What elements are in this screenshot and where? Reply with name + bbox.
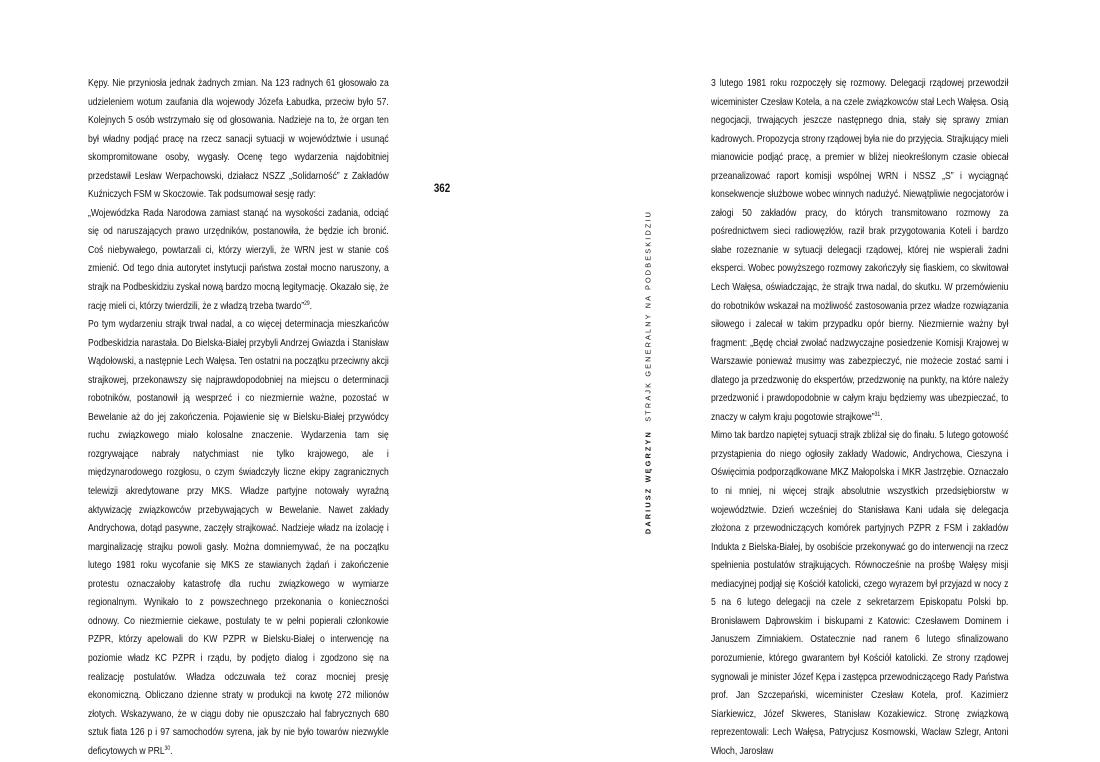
right-page: [550, 0, 1100, 762]
right-text-column: [711, 75, 1008, 761]
running-header-text: [644, 210, 653, 534]
footnote-marker: 29: [304, 300, 310, 307]
header-title: STRAJK GENERALNY NA PODBESKIDZIU: [643, 209, 653, 422]
paragraph: Po tym wydarzeniu strajk trwał nadal, a co więcej determinacja mieszkańców Podbeskidzia narastała. Do Bielska-Białej przybyli Andrzej Gwiazda i Stanisław Wądołowski, a następnie Lech Wałęsa. Ten ostatni na początku przeciwny akcji strajkowej, przekonawszy się najprawdopodobniej na miejscu o determinacji robotników, postanowił ją wesprzeć i co niezmiernie ważne, pozostać w Bewelanie aż do jej zakończenia. Pojawienie się w Bielsku-Białej przywódcy ruchu związkowego miało kolosalne znaczenie. Wydarzenia tam się rozgrywające nabrały natychmiast nie tylko krajowego, ale i międzynarodowego rozgłosu, o czym świadczyły liczne ekipy zagranicznych telewizji akredytowane przy MKS. Władze partyjne notowały wyraźną aktywizację związkowców przebywających w Bewelanie. Nawet zakłady Andrychowa, dotąd pasywne, zaczęły strajkować. Nadzieje władz na izolację i marginalizację strajku powoli gasły. Można domniemywać, że na początku lutego 1981 roku wycofanie się MKS ze stawianych żądań i zakończenie protestu oznaczałoby katastrofę dla ruchu związkowego w wymiarze regionalnym. Wynikało to z powszechnego przekonania o konieczności odnowy. Co niezmiernie ciekawe, postulaty te w pełni popierali członkowie PZPR, którzy apelowali do KW PZPR w Bielsku-Białej o interwencję na poziomie władz KC PZPR i rządu, by podjęto dialog i zgodzono się na realizację postulatów. Władza odczuwała też coraz mocniej presję ekonomiczną. Obliczano dzienne straty w produkcji na kwotę 272 milionów złotych. Wskazywano, że w ciągu doby nie opuszczało hal fabrycznych 680 sztuk fiata 126 p i 97 samochodów syrena, jak by nie było towarów niezwykle deficytowych w PRL$^{30}$.: [88, 319, 389, 757]
header-author: DARIUSZ WĘGRZYN: [643, 430, 653, 535]
paragraph: Kępy. Nie przyniosła jednak żadnych zmian. Na 123 radnych 61 głosowało za udzieleniem wotum zaufania dla wojewody Józefa Łabudka, przeciw było 57. Kolejnych 5 osób wstrzymało się od głosowania. Nadzieje na to, że organ ten był władny podjąć pracę na rzecz sanacji sytuacji w województwie i usunąć skompromitowane osoby, wygasły. Ocenę tego wydarzenia najdobitniej przedstawił Lesław Werpachowski, działacz NSZZ „Solidarność” z Zakładów Kuźniczych FSM w Skoczowie. Tak podsumował sesję rady:: [88, 78, 389, 201]
paragraph: Mimo tak bardzo napiętej sytuacji strajk zbliżał się do finału. 5 lutego gotowość przystąpienia do niego ogłosiły zakłady Wadowic, Andrychowa, Cieszyna i Oświęcimia podporządkowane MKZ Małopolska i MKR Jastrzębie. Oznaczało to ni mniej, ni więcej strajk absolutnie wszystkich przedsiębiorstw w województwie. Dzień wcześniej do Stanisława Kani udała się delegacja złożona z przewodniczących komórek partyjnych PZPR z FSM i zakładów Indukta z Bielska-Białej, by osobiście przekonywać go do interwencji na rzecz spełnienia postulatów strajkujących. Równocześnie na prośbę Wałęsy misji mediacyjnej podjął się Kościół katolicki, czego wyrazem był przyjazd w nocy z 5 na 6 lutego delegacji na czele z sekretarzem Episkopatu Polski bp. Bronisławem Dąbrowskim i biskupami z Katowic: Czesławem Dominem i Januszem Zimniakiem. Ostatecznie nad ranem 6 lutego sfinalizowano porozumienie, którego gwarantem był Kościół katolicki. Ze strony rządowej sygnowali je minister Józef Kępa i zastępca przewodniczącego Rady Państwa prof. Jan Szczepański, wiceminister Czesław Kotela, prof. Kazimierz Siarkiewicz, Józef Skweres, Stanisław Kozakiewicz. Stronę związkową reprezentowali: Lech Wałęsa, Patrycjusz Kosmowski, Wacław Szlegr, Antoni Włoch, Jarosław: [711, 430, 1009, 757]
footnote-marker: 30: [164, 745, 171, 752]
paragraph: „Wojewódzka Rada Narodowa zamiast stanąć na wysokości zadania, odciąć się od naruszających prawo urzędników, postanowiła, że będzie ich bronić. Coś niebywałego, powtarzali ci, którzy wierzyli, że WRN jest w stanie coś zmienić. Od tego dnia autorytet instytucji państwa został mocno naruszony, a strajk na Podbeskidziu zyskał nową bardzo mocną legitymację. Okazało się, że rację mieli ci, którzy twierdzili, że z władzą trzeba twardo”$^{29}$.: [88, 207, 389, 312]
left-text-column: [88, 75, 389, 761]
footnote-marker: 31: [874, 411, 881, 418]
page-number: 362: [433, 183, 451, 195]
paragraph: 3 lutego 1981 roku rozpoczęły się rozmowy. Delegacji rządowej przewodził wiceminister Czesław Kotela, a na czele związkowców stał Lech Wałęsa. Osią negocjacji, trwających jeszcze następnego dnia, stały się sprawy zmian kadrowych. Propozycja strony rządowej była nie do przyjęcia. Strajkujący mieli mianowicie podjąć pracę, a premier w bliżej nieokreślonym czasie obiecał przeanalizować raport komisji wspólnej WRN i NSSZ „S” i wyciągnąć konsekwencje służbowe wobec winnych nadużyć. Niewątpliwie negocjatorów i załogi 50 zakładów pracy, do których transmitowano rozmowy za pośrednictwem sieci radiowęzłów, raził brak przygotowania Koteli i bardzo słabe rozeznanie w sytuacji delegacji rządowej, której nie wspierali żadni eksperci. Wobec powyższego rozmowy zakończyły się fiaskiem, co skwitował Lech Wałęsa, oświadczając, że strajk trwa nadal, do skutku. W przemówieniu do robotników wskazał na możliwość zastosowania przez władze rozwiązania siłowego i zalecał w takim przypadku opór bierny. Niezmiernie ważny był fragment: „Będę chciał zwołać nadzwyczajne posiedzenie Komisji Krajowej w Warszawie ponieważ musimy was zabezpieczyć, nie możecie zostać sami i dlatego ja przedzwonię do ekspertów, przedzwonię na punkty, na które należy przedzwonić i prawdopodobnie w całym kraju będziemy was ubezpieczać, to znaczy w całym kraju pogotowie strajkowe”$^{31}$.: [711, 78, 1009, 423]
